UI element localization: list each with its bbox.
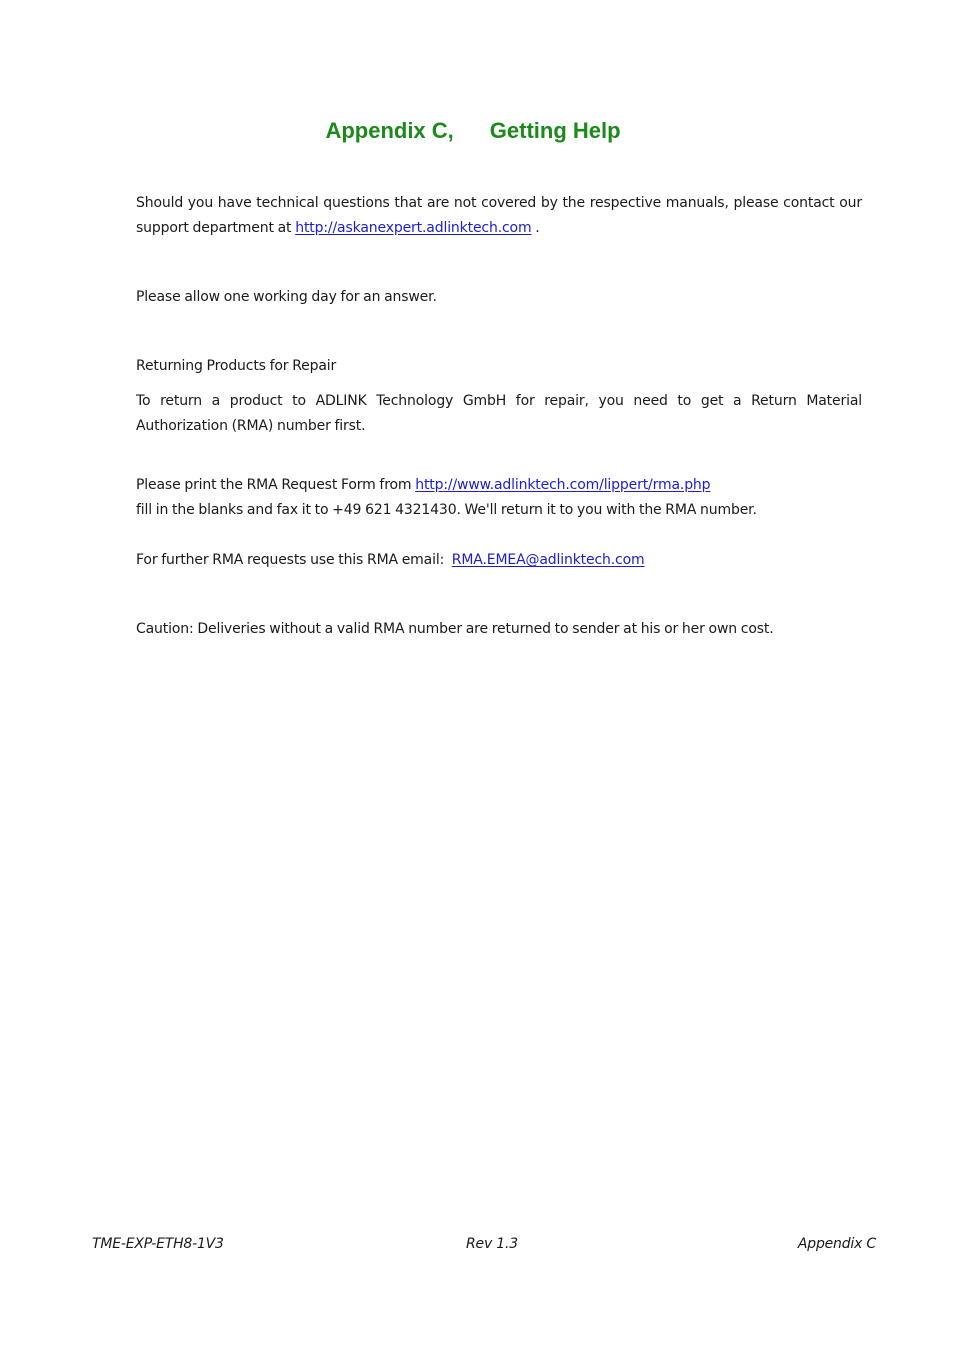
email-text: For further RMA requests use this RMA email: [136,552,445,568]
support-paragraph [136,191,862,241]
answer-time-paragraph: Please allow one working day for an answer. [136,289,437,305]
footer-document-id: TME-EXP-ETH8-1V3 [92,1236,224,1252]
rma-form-link[interactable]: http://www.adlinktech.com/lippert/rma.php [415,477,711,493]
footer-section: Appendix C [797,1236,876,1252]
support-text: Should you have technical questions that are not covered by the respective manuals, please contact our support department at [136,195,862,236]
support-end: . [535,220,540,236]
title-text: Getting Help [489,118,621,143]
returning-products-title: Returning Products for Repair [136,358,337,374]
rma-intro-paragraph: To return a product to ADLINK Technology GmbH for repair, you need to get a Return Material Authorization (RMA) number first. [136,393,862,434]
fax-text: fill in the blanks and fax it to +49 621 4321430. We'll return it to you with the RMA number. [136,502,757,518]
footer-revision: Rev 1.3 [466,1236,518,1252]
rma-email-paragraph [136,548,862,573]
askanexpert-link[interactable]: http://askanexpert.adlinktech.com [295,220,532,236]
caution-paragraph: Caution: Deliveries without a valid RMA number are returned to sender at his or her own cost. [136,621,774,637]
rma-form-paragraph [136,473,862,523]
print-text: Please print the RMA Request Form from [136,477,412,493]
rma-email-link[interactable]: RMA.EMEA@adlinktech.com [451,552,645,568]
page-title [0,118,946,144]
appendix-label: Appendix C, [325,118,454,143]
